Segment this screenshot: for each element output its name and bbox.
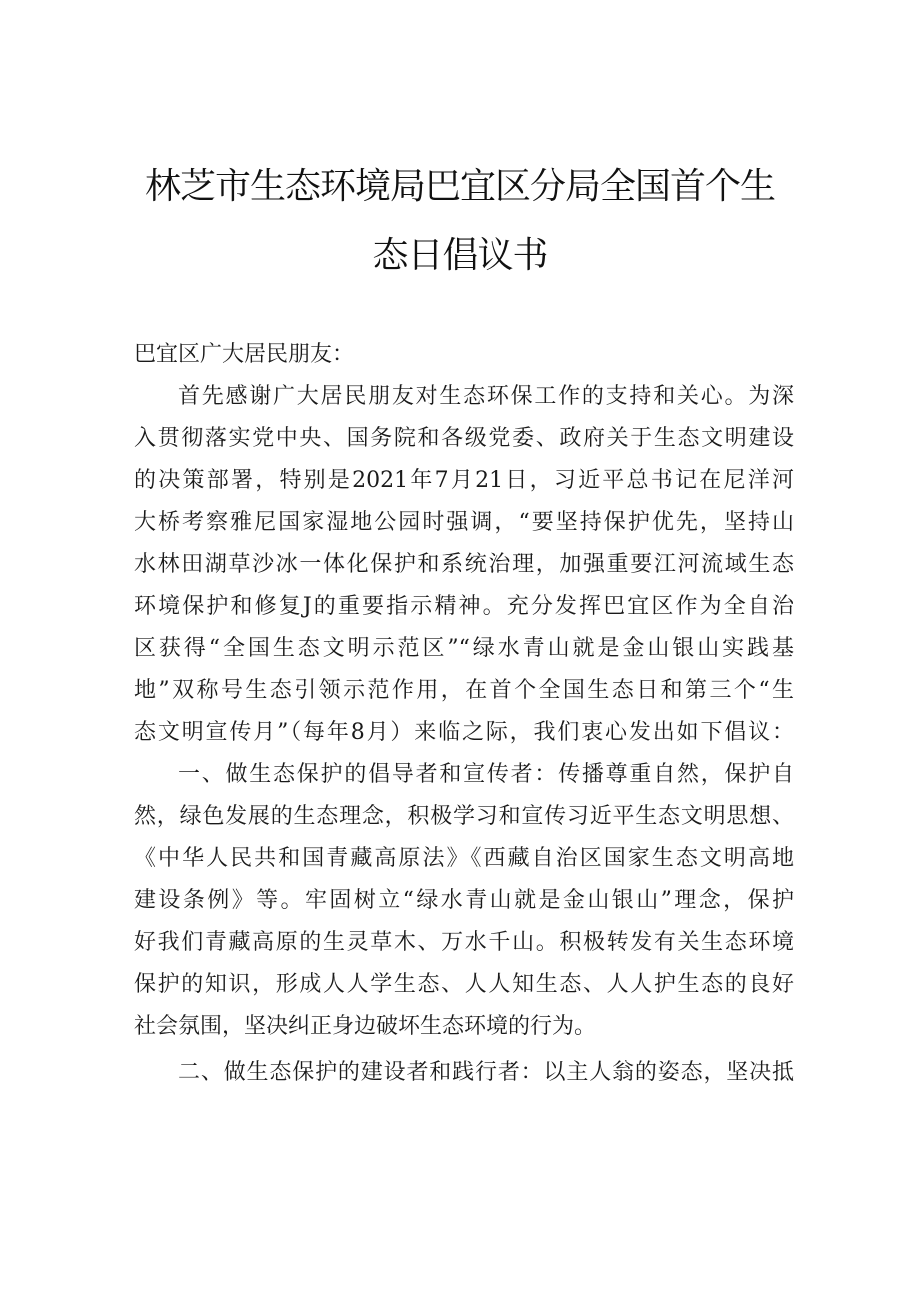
paragraph-line: 一、做生态保护的倡导者和宣传者：传播尊重自然，保护自: [178, 762, 794, 787]
paragraph-line: 首先感谢广大居民朋友对生态环保工作的支持和关心。为深: [178, 384, 794, 409]
paragraph-proposal-1: [134, 754, 794, 1048]
paragraph-line: 水林田湖草沙冰一体化保护和系统治理，加强重要江河流域生态: [134, 552, 794, 577]
paragraph-line: 大桥考察雅尼国家湿地公园时强调，“要坚持保护优先，坚持山: [134, 510, 794, 535]
document-title-line-1: 林芝市生态环境局巴宜区分局全国首个生: [144, 166, 775, 207]
document-title-line-2: 态日倡议书: [372, 235, 548, 276]
paragraph-intro: [134, 376, 794, 754]
paragraph-line: 的决策部署，特别是2021年7月21日，习近平总书记在尼洋河: [134, 468, 794, 493]
paragraph-line: 态文明宣传月”（每年8月）来临之际，我们衷心发出如下倡议：: [134, 720, 794, 745]
paragraph-line: 《中华人民共和国青藏高原法》《西藏自治区国家生态文明高地: [134, 846, 794, 871]
paragraph-line: 二、做生态保护的建设者和践行者：以主人翁的姿态，坚决抵: [178, 1060, 794, 1085]
document-body: [134, 334, 794, 1094]
paragraph-line: 区获得“全国生态文明示范区”“绿水青山就是金山银山实践基: [134, 636, 794, 661]
paragraph-line: 好我们青藏高原的生灵草木、万水千山。积极转发有关生态环境: [134, 930, 794, 955]
paragraph-line: 建设条例》等。牢固树立“绿水青山就是金山银山”理念，保护: [134, 888, 794, 913]
paragraph-line: 环境保护和修复J的重要指示精神。充分发挥巴宜区作为全自治: [134, 594, 794, 619]
paragraph-line: 然，绿色发展的生态理念，积极学习和宣传习近平生态文明思想、: [134, 804, 794, 829]
paragraph-line: 社会氛围，坚决纠正身边破坏生态环境的行为。: [134, 1014, 597, 1039]
paragraph-line: 入贯彻落实党中央、国务院和各级党委、政府关于生态文明建设: [134, 426, 794, 451]
paragraph-line: 保护的知识，形成人人学生态、人人知生态、人人护生态的良好: [134, 972, 794, 997]
paragraph-line: 地”双称号生态引领示范作用，在首个全国生态日和第三个“生: [134, 678, 794, 703]
salutation: 巴宜区广大居民朋友：: [134, 342, 355, 367]
paragraph-proposal-2: [134, 1052, 794, 1094]
